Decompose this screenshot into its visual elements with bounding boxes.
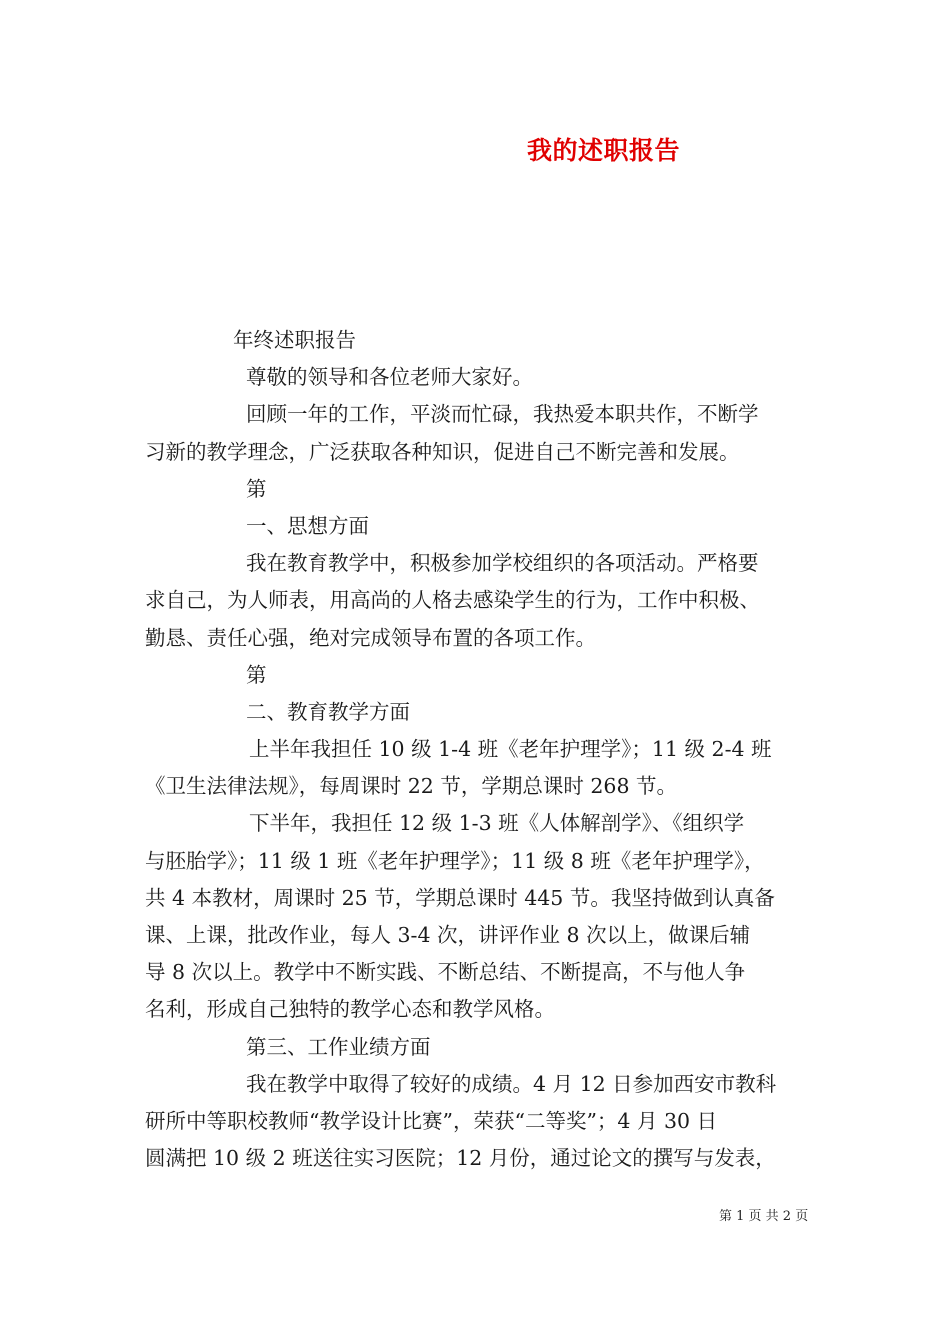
text-line: 年终述职报告 xyxy=(233,328,356,352)
text-line: 名利，形成自己独特的教学心态和教学风格。 xyxy=(145,997,555,1022)
page-footer: 第 1 页 共 2 页 xyxy=(719,1209,809,1224)
text-line: 下半年，我担任 12 级 1-3 班《人体解剖学》、《组织学 xyxy=(249,811,745,836)
text-line: 一、思想方面 xyxy=(246,513,369,538)
document-title: 我的述职报告 xyxy=(527,136,681,165)
text-line: 我在教学中取得了较好的成绩。4 月 12 日参加西安市教科 xyxy=(246,1071,777,1096)
text-line: 勤恳、责任心强，绝对完成领导布置的各项工作。 xyxy=(145,625,596,650)
text-line: 第 xyxy=(246,476,267,501)
text-line: 二、教育教学方面 xyxy=(246,699,410,724)
text-line: 《卫生法律法规》，每周课时 22 节，学期总课时 268 节。 xyxy=(145,774,678,799)
text-line: 共 4 本教材，周课时 25 节，学期总课时 445 节。我坚持做到认真备 xyxy=(145,885,775,910)
text-line: 回顾一年的工作，平淡而忙碌，我热爱本职共作，不断学 xyxy=(246,402,759,427)
text-line: 上半年我担任 10 级 1-4 班《老年护理学》；11 级 2-4 班 xyxy=(249,737,772,762)
text-line: 课、上课，批改作业，每人 3-4 次，讲评作业 8 次以上，做课后辅 xyxy=(145,923,751,947)
text-line: 与胚胎学》；11 级 1 班《老年护理学》；11 级 8 班《老年护理学》， xyxy=(145,848,765,873)
text-line: 第 xyxy=(246,662,267,687)
text-line: 第三、工作业绩方面 xyxy=(246,1034,431,1059)
text-line: 导 8 次以上。教学中不断实践、不断总结、不断提高，不与他人争 xyxy=(145,960,746,985)
text-line: 圆满把 10 级 2 班送往实习医院；12 月份，通过论文的撰写与发表， xyxy=(145,1146,776,1171)
text-line: 求自己，为人师表，用高尚的人格去感染学生的行为，工作中积极、 xyxy=(145,588,760,613)
text-line: 习新的教学理念，广泛获取各种知识，促进自己不断完善和发展。 xyxy=(145,439,740,464)
text-line: 尊敬的领导和各位老师大家好。 xyxy=(246,365,533,390)
text-line: 我在教育教学中，积极参加学校组织的各项活动。严格要 xyxy=(246,551,759,576)
text-line: 研所中等职校教师“教学设计比赛”，荣获“二等奖”；4 月 30 日 xyxy=(145,1108,718,1133)
document-body xyxy=(145,322,810,1177)
